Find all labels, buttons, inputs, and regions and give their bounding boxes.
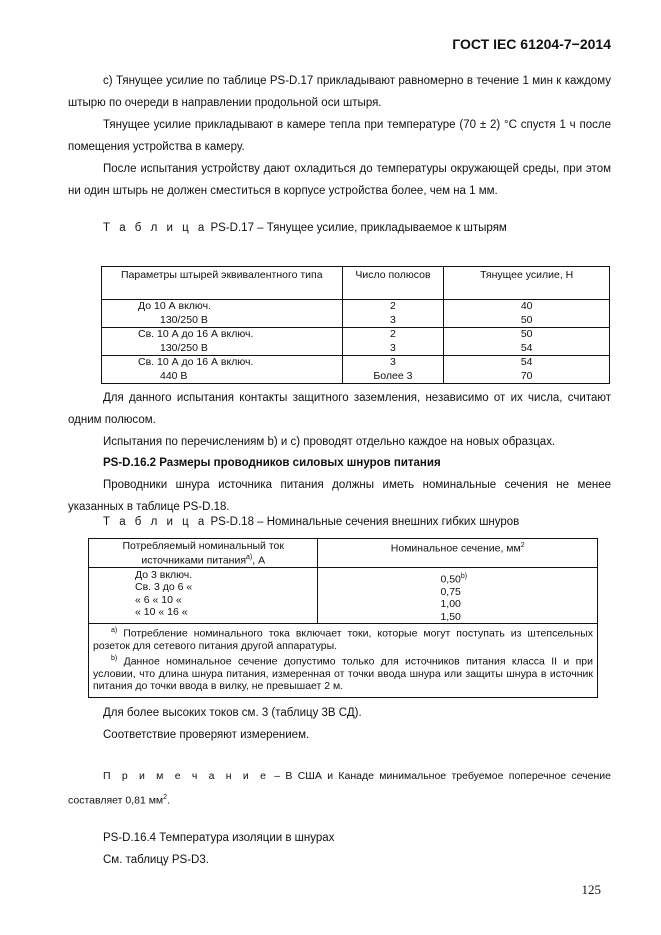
param-line: 130/250 В — [160, 341, 208, 354]
paragraph-conductor-sections: Проводники шнура источника питания должны иметь номинальные сечения не менее указанных в таблице PS-D.18. — [68, 479, 611, 513]
note-end: . — [167, 794, 170, 807]
table-cord-sections — [88, 538, 598, 698]
poles-value: 3 — [390, 313, 396, 326]
superscript: 2 — [163, 794, 168, 801]
param-line: До 10 А включ. — [138, 300, 211, 312]
footnote-a — [93, 625, 593, 653]
table18-cell-currents — [89, 567, 318, 624]
poles-value: Более 3 — [373, 369, 413, 382]
force-value: 50 — [520, 328, 533, 340]
section-value: 1,50 — [440, 610, 461, 623]
table-row — [102, 356, 610, 384]
footnote-a-text: Потребление номинального тока включает токи, которые могут поступать из штепсельных розеток для сетевого питания другой аппаратуры. — [93, 627, 594, 652]
param-line: Св. 10 А до 16 А включ. — [138, 328, 254, 340]
section-value: 0,75 — [440, 585, 461, 598]
table17-cell-param — [102, 300, 343, 328]
force-value: 70 — [520, 369, 533, 382]
header-section-text: Номинальное сечение, мм — [390, 542, 521, 555]
poles-value: 3 — [390, 341, 396, 354]
table17-cell-poles — [342, 356, 444, 384]
table-row — [89, 567, 598, 624]
section-value: 0,50 — [440, 573, 461, 585]
paragraph-cooling: После испытания устройству дают охладиться до температуры окружающей среды, при этом ни один штырь не должен сместиться в корпусе устройства более, чем на 1 мм. — [68, 163, 611, 197]
table17-cell-force — [444, 356, 610, 384]
poles-value: 3 — [390, 356, 396, 368]
poles-value: 2 — [390, 328, 396, 340]
current-range: До 3 включ. — [135, 568, 193, 581]
table18-header-current — [89, 539, 318, 568]
table18-caption-prefix: Т а б л и ц а — [103, 516, 208, 528]
table18-footnote-cell — [89, 624, 598, 698]
table18-caption-text: PS-D.18 – Номинальные сечения внешних гибких шнуров — [210, 516, 520, 528]
current-range: « 10 « 16 « — [135, 606, 188, 618]
footnote-b-text: Данное номинальное сечение допустимо только для источников питания класса II и при условии, что длина шнура питания, измеренная от точки ввода шнура или защиты шнура в источник питания до точки ввода в вилку, не превышает 2 м. — [93, 655, 593, 692]
header-current-text: Потребляемый номинальный ток источниками питания — [122, 540, 284, 567]
header-current-unit: , А — [252, 554, 266, 567]
note-prefix: П р и м е ч а н и е — [103, 770, 269, 782]
force-value: 40 — [520, 300, 533, 312]
section-heading-insulation: PS-D.16.4 Температура изоляции в шнурах — [103, 832, 335, 844]
table17-cell-poles — [342, 300, 444, 328]
page-number: 125 — [581, 882, 601, 897]
force-value: 50 — [520, 313, 533, 326]
current-range: « 6 « 10 « — [135, 593, 182, 606]
table17-cell-param — [102, 328, 343, 356]
footnote-mark: b) — [111, 654, 118, 662]
table17-caption — [103, 222, 507, 234]
table18-caption — [103, 516, 519, 528]
table17-cell-param — [102, 356, 343, 384]
force-value: 54 — [520, 356, 533, 368]
note-usa-canada — [68, 765, 611, 812]
table17-cell-force — [444, 300, 610, 328]
section-heading-conductor-sizes: PS-D.16.2 Размеры проводников силовых шнуров питания — [103, 457, 441, 469]
table17-cell-poles — [342, 328, 444, 356]
document-code: ГОСТ IEC 61204-7−2014 — [452, 36, 611, 52]
footnote-b — [93, 653, 593, 693]
paragraph-higher-currents: Для более высоких токов см. 3 (таблицу 3В СД). — [103, 707, 362, 719]
paragraph-pull-force: с) Тянущее усилие по таблице PS-D.17 прикладывают равномерно в течение 1 мин к каждому штырю по очереди в направлении продольной оси штыря. — [68, 75, 611, 109]
paragraph-ground-contacts: Для данного испытания контакты защитного заземления, независимо от их числа, считают одним полюсом. — [68, 392, 611, 426]
table-pull-force — [101, 266, 610, 384]
superscript: 2 — [520, 542, 525, 549]
table18-footnotes — [89, 624, 598, 698]
table18-cell-sections — [318, 567, 598, 624]
paragraph-new-samples: Испытания по перечислениям b) и с) проводят отдельно каждое на новых образцах. — [103, 436, 556, 448]
footnote-mark: а) — [246, 554, 253, 561]
paragraph-see-table: См. таблицу PS-D3. — [103, 854, 209, 866]
poles-value: 2 — [390, 300, 396, 312]
table17-caption-text: PS-D.17 – Тянущее усилие, прикладываемое к штырям — [210, 222, 507, 234]
note-text: – В США и Канаде минимальное требуемое поперечное сечение составляет 0,81 мм — [68, 770, 611, 807]
current-range: Св. 3 до 6 « — [135, 581, 193, 593]
table18-header-section — [318, 539, 598, 568]
paragraph-heat-chamber: Тянущее усилие прикладывают в камере тепла при температуре (70 ± 2) °С спустя 1 ч после помещения устройства в камеру. — [68, 119, 611, 153]
table17-header-params: Параметры штырей эквивалентного типа — [102, 267, 343, 300]
param-line: Св. 10 А до 16 А включ. — [138, 356, 254, 368]
table17-cell-force — [444, 328, 610, 356]
footnote-mark: а) — [111, 627, 118, 634]
paragraph-compliance: Соответствие проверяют измерением. — [103, 729, 310, 741]
section-value: 1,00 — [440, 598, 461, 610]
force-value: 54 — [520, 341, 533, 354]
param-line: 440 В — [160, 369, 188, 382]
footnote-mark: b) — [460, 572, 468, 580]
table17-header-poles: Число полюсов — [342, 267, 444, 300]
table-row — [102, 328, 610, 356]
table17-header-force: Тянущее усилие, Н — [444, 267, 610, 300]
param-line: 130/250 В — [160, 313, 208, 326]
table17-caption-prefix: Т а б л и ц а — [103, 222, 208, 234]
table-row — [102, 300, 610, 328]
